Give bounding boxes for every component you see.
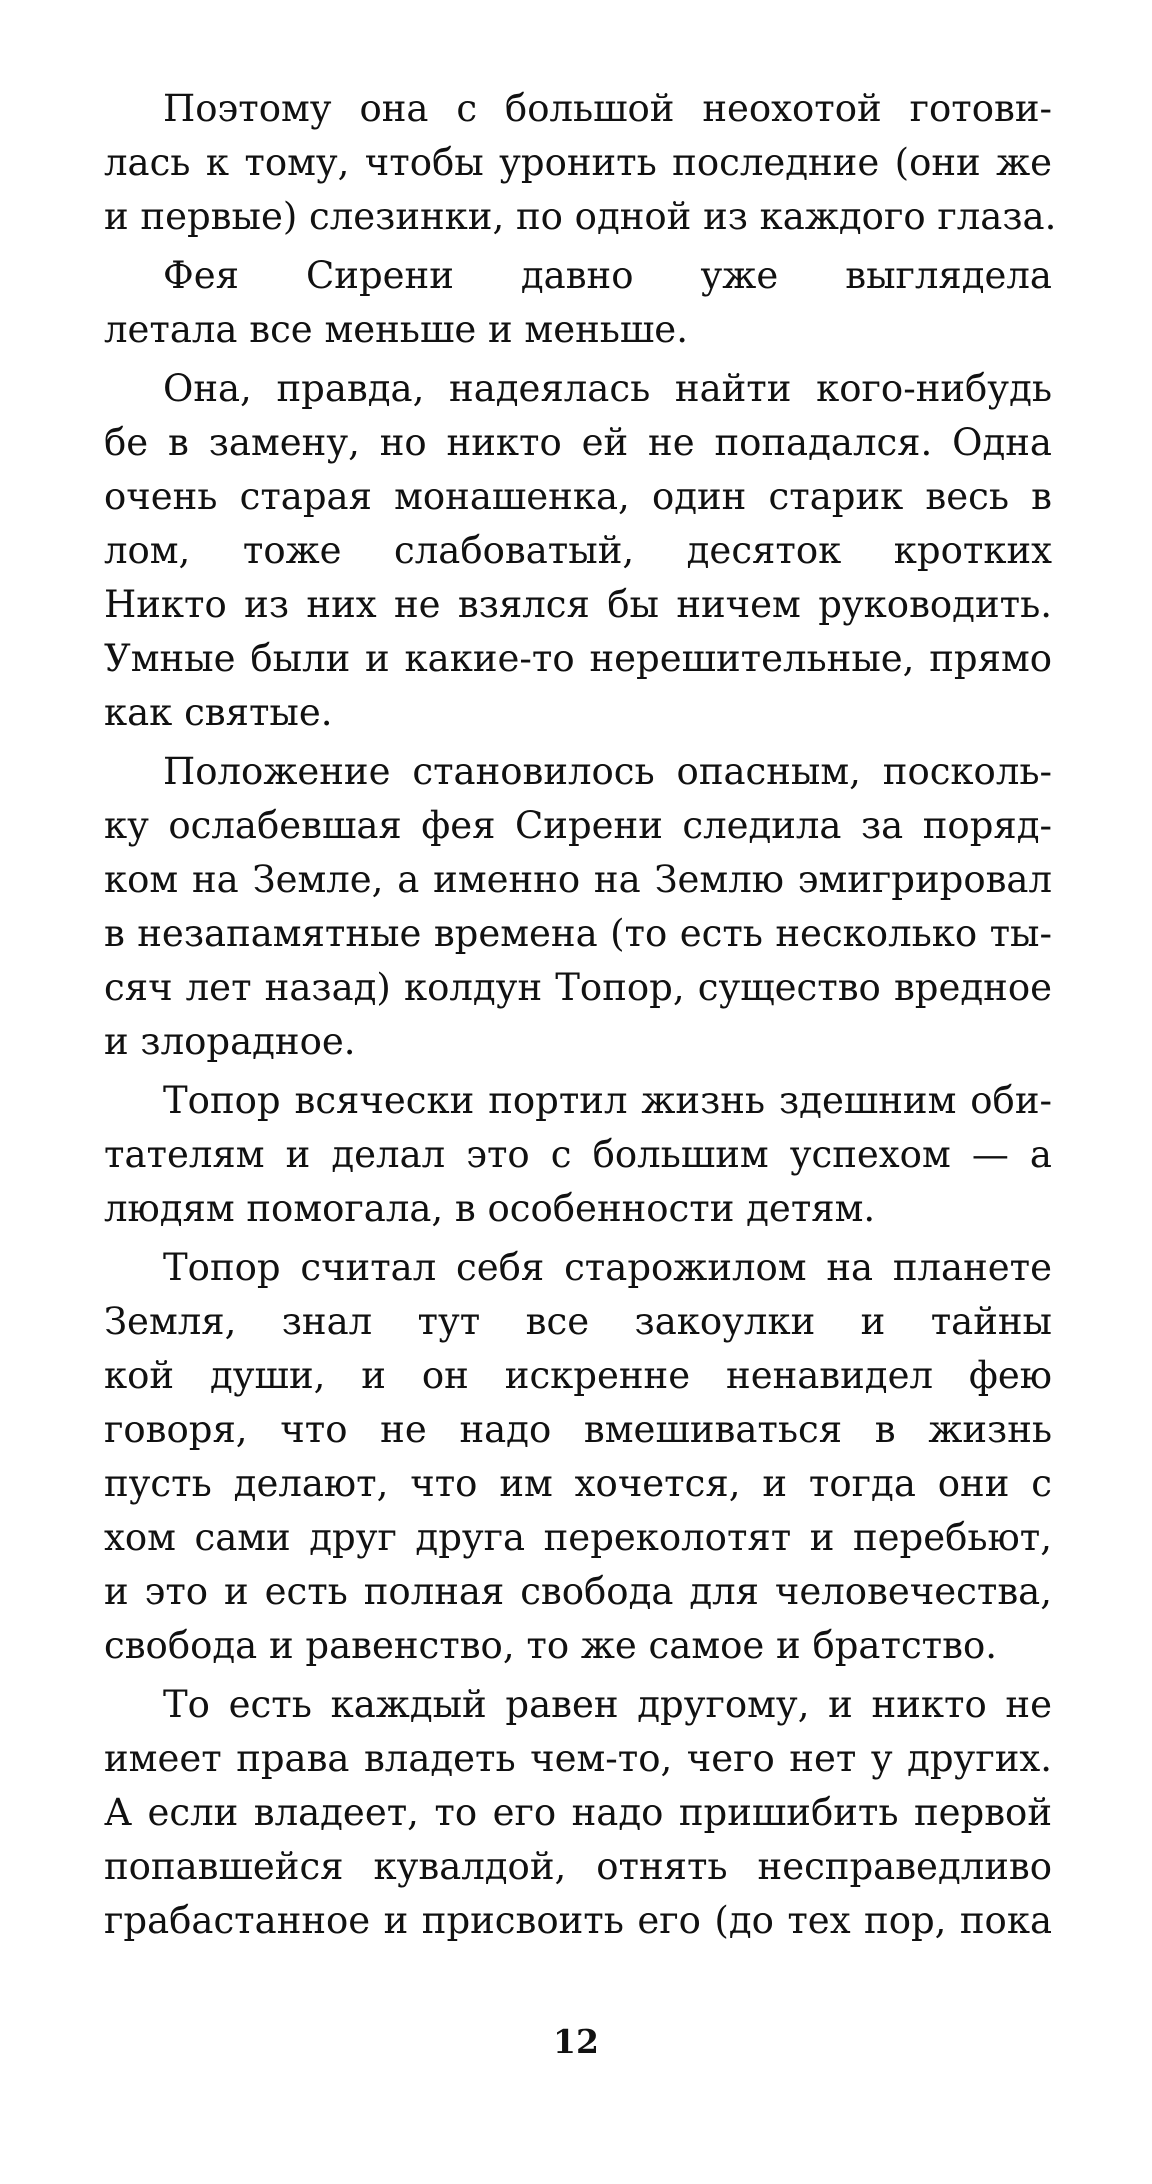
page-number: 12: [553, 2022, 599, 2061]
text-line: Никто из них не взялся бы ничем руководить.: [104, 583, 1052, 626]
paragraph: [104, 1074, 1052, 1236]
paragraph: [104, 82, 1057, 244]
text-line: имеет права владеть чем-то, чего нет у других.: [104, 1737, 1052, 1780]
text-line: летала все меньше и меньше.: [104, 308, 688, 351]
text-line: кой души, и он искренне ненавидел фею: [104, 1354, 1052, 1397]
text-line: и первые) слезинки, по одной из каждого глаза.: [104, 195, 1057, 238]
text-line: очень старая монашенка, один старик весь в: [104, 475, 1052, 518]
text-line: Фея Сирени давно уже выглядела: [163, 254, 1052, 297]
text-line: бе в замену, но никто ей не попадался. Одна: [104, 421, 1052, 464]
text-line: сяч лет назад) колдун Топор, существо вредное: [104, 966, 1052, 1009]
text-line: тателям и делал это с большим успехом — а: [104, 1133, 1052, 1176]
paragraph: [104, 745, 1052, 1069]
text-line: Положение становилось опасным, посколь-: [163, 750, 1052, 793]
text-line: А если владеет, то его надо пришибить первой: [104, 1791, 1052, 1834]
text-line: Она, правда, надеялась найти кого-нибудь: [163, 367, 1052, 410]
text-line: лась к тому, чтобы уронить последние (они же: [104, 141, 1052, 184]
text-line: Топор считал себя старожилом на планете: [163, 1246, 1052, 1289]
text-line: говоря, что не надо вмешиваться в жизнь: [104, 1408, 1052, 1451]
paragraph: [104, 362, 1052, 740]
text-line: как святые.: [104, 691, 333, 734]
text-line: пусть делают, что им хочется, и тогда они с: [104, 1462, 1052, 1505]
text-line: ку ослабевшая фея Сирени следила за поряд-: [104, 804, 1052, 847]
text-line: Умные были и какие-то нерешительные, прямо: [104, 637, 1052, 680]
text-line: Поэтому она с большой неохотой готови-: [163, 87, 1052, 130]
text-line: Топор всячески портил жизнь здешним оби-: [163, 1079, 1052, 1122]
text-line: ком на Земле, а именно на Землю эмигрировал: [104, 858, 1052, 901]
paragraph: [104, 1678, 1052, 1948]
text-line: в незапамятные времена (то есть несколько ты-: [104, 912, 1052, 955]
paragraph: [104, 1241, 1052, 1673]
text-line: людям помогала, в особенности детям.: [104, 1187, 876, 1230]
text-line: лом, тоже слабоватый, десяток кротких: [104, 529, 1052, 572]
text-line: и злорадное.: [104, 1020, 356, 1063]
text-line: и это и есть полная свобода для человечества,: [104, 1570, 1052, 1613]
text-line: попавшейся кувалдой, отнять несправедливо: [104, 1845, 1052, 1888]
text-line: хом сами друг друга переколотят и перебьют,: [104, 1516, 1052, 1559]
paragraph: [104, 249, 1052, 357]
text-line: свобода и равенство, то же самое и братство.: [104, 1624, 998, 1667]
body-text: [104, 82, 1057, 1948]
text-line: То есть каждый равен другому, и никто не: [163, 1683, 1052, 1726]
text-line: Земля, знал тут все закоулки и тайны: [104, 1300, 1052, 1343]
text-line: грабастанное и присвоить его (до тех пор, пока: [104, 1899, 1052, 1942]
